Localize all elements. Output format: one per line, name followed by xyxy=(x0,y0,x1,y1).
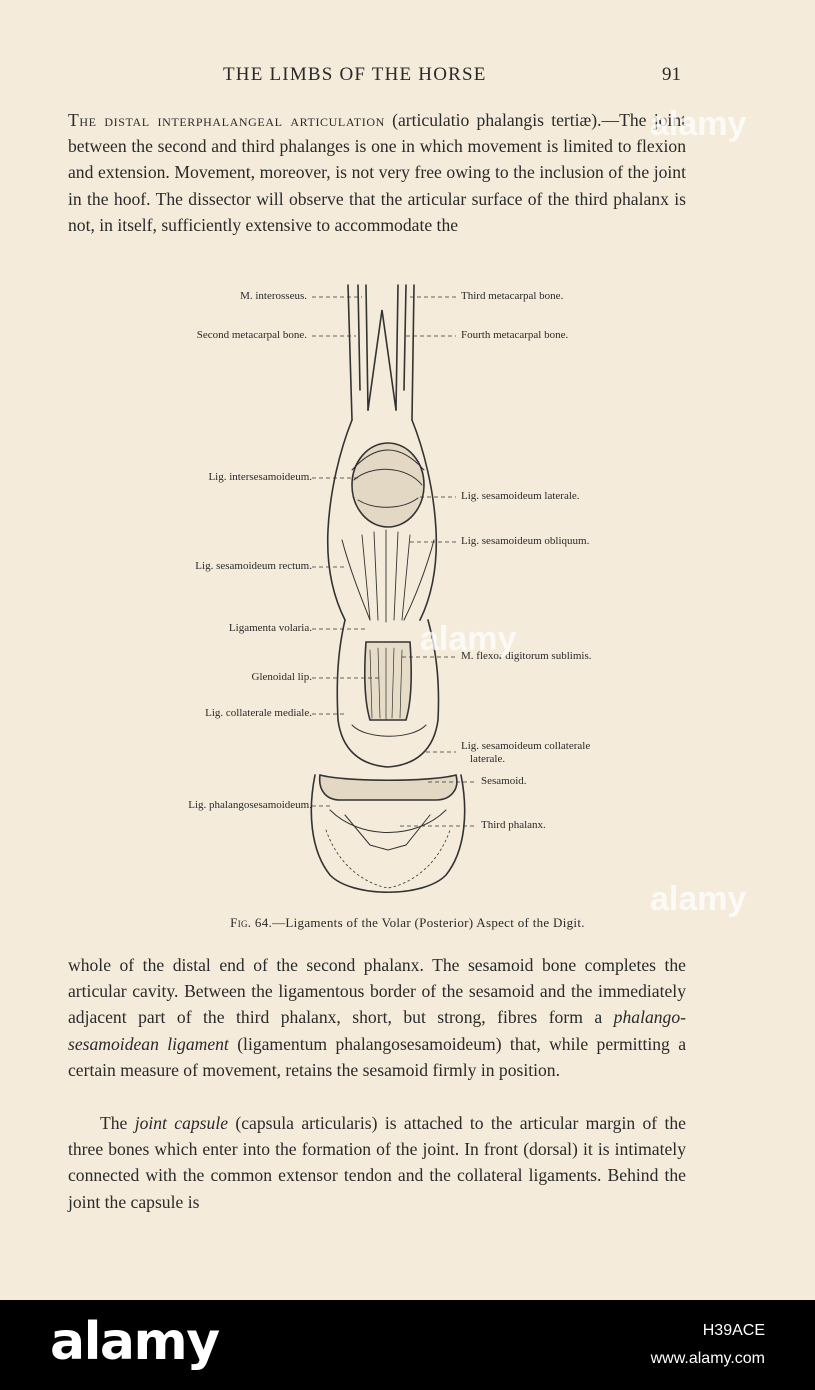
watermark-logo: alamy xyxy=(650,105,747,143)
paragraph-text: whole of the distal end of the second phalanx. The sesamoid bone completes the articular cavity. Between the ligamentous border of the sesamoid and the immediately adjacent part of the third phalanx, short, but strong, fibres form a xyxy=(68,955,686,1028)
label-glenoidal-lip: Glenoidal lip. xyxy=(251,671,312,683)
label-third-metacarpal: Third metacarpal bone. xyxy=(461,290,564,302)
watermark-logo: alamy xyxy=(420,620,517,658)
emphasis-term: phalango-sesamoidean ligament xyxy=(68,1007,686,1054)
emphasis-term: joint capsule xyxy=(134,1113,229,1133)
paragraph-text: (articulatio phalangis tertiæ).—The joint between the second and third phalanges is one in which movement is limited to flexion and extension. Movement, moreover, is not very free owing to the inclusion of the joint in the hoof. The dissector will observe that the articular surface of the third phalanx is not, in itself, sufficiently extensive to accommodate the xyxy=(68,110,686,235)
figure-64 xyxy=(130,270,650,910)
running-head: THE LIMBS OF THE HORSE xyxy=(223,64,487,85)
label-lig-sesamoideum-rectum: Lig. sesamoideum rectum. xyxy=(195,560,312,572)
section-heading: The distal interphalangeal articulation xyxy=(68,110,385,130)
paragraph-sesamoid xyxy=(68,952,686,1083)
watermark-logo: alamy xyxy=(650,880,747,918)
label-lig-phalangosesamoideum: Lig. phalangosesamoideum. xyxy=(188,799,312,811)
page-number: 91 xyxy=(662,64,681,85)
site-url: www.alamy.com xyxy=(650,1350,765,1367)
label-third-phalanx: Third phalanx. xyxy=(481,819,546,831)
label-m-interosseus: M. interosseus. xyxy=(240,290,307,302)
paragraph-distal-interphalangeal xyxy=(68,107,686,238)
page-header xyxy=(0,62,815,90)
figure-number: Fig. 64. xyxy=(230,915,273,930)
paragraph-text: (ligamentum phalangosesamoideum) that, while permitting a certain measure of movement, retains the sesamoid firmly in position. xyxy=(68,1033,686,1080)
alamy-logo: alamy xyxy=(50,1312,219,1372)
label-sesamoid: Sesamoid. xyxy=(481,775,527,787)
digit-ligament-illustration xyxy=(130,270,650,910)
label-lig-sesamoideum-laterale: Lig. sesamoideum laterale. xyxy=(461,490,580,502)
label-second-metacarpal: Second metacarpal bone. xyxy=(196,329,307,341)
paragraph-text: (capsula articularis) is attached to the articular margin of the three bones which enter into the formation of the joint. In front (dorsal) it is intimately connected with the common extensor tendon and the collateral ligaments. Behind the joint the capsule is xyxy=(68,1113,686,1212)
label-lig-sesamoideum-collaterale: Lig. sesamoideum collaterale xyxy=(461,740,591,752)
label-lig-collaterale-mediale: Lig. collaterale mediale. xyxy=(205,707,312,719)
label-lig-sesamoideum-collaterale-cont: laterale. xyxy=(470,753,506,765)
label-ligamenta-volaria: Ligamenta volaria. xyxy=(228,622,312,634)
label-lig-sesamoideum-obliquum: Lig. sesamoideum obliquum. xyxy=(461,535,590,547)
caption-text: —Ligaments of the Volar (Posterior) Aspect of the Digit. xyxy=(272,915,585,930)
label-fourth-metacarpal: Fourth metacarpal bone. xyxy=(461,329,569,341)
stock-watermark-footer xyxy=(0,1300,815,1390)
label-lig-intersesamoideum: Lig. intersesamoideum. xyxy=(208,471,312,483)
label-m-flexor-digitorum-sublimis: M. flexor digitorum sublimis. xyxy=(461,650,592,662)
paragraph-joint-capsule xyxy=(68,1110,686,1215)
image-id: H39ACE xyxy=(702,1322,765,1339)
paragraph-text: The xyxy=(100,1113,135,1133)
